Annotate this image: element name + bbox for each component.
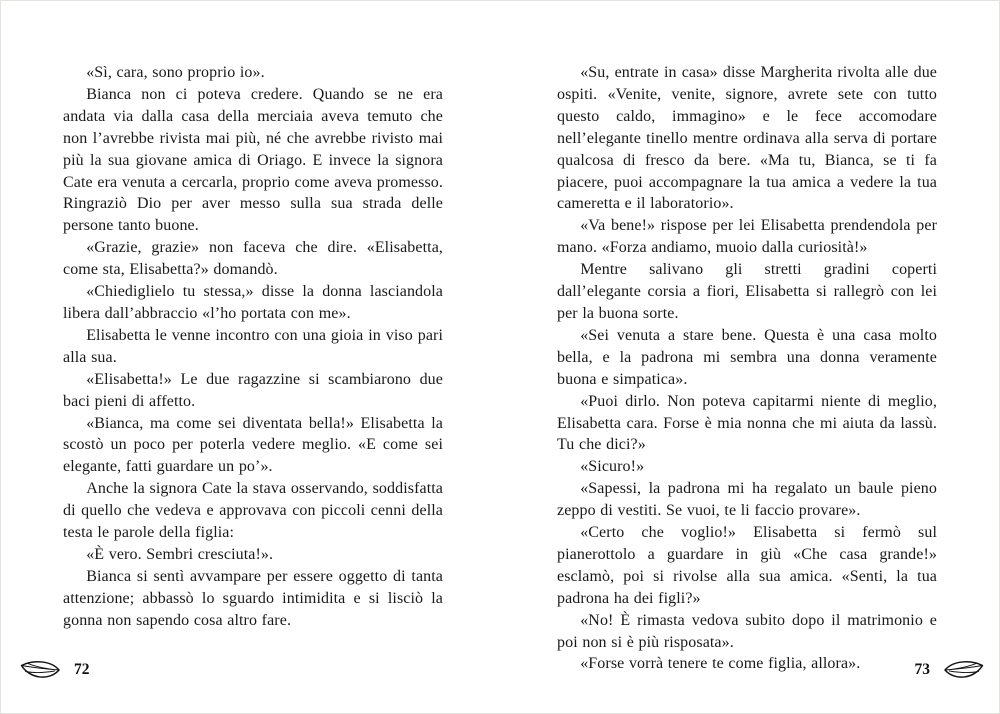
paragraph: Elisabetta le venne incontro con una gioia in viso pari alla sua. bbox=[63, 326, 443, 366]
paragraph: Anche la signora Cate la stava osservando, soddisfatta di quello che vedeva e approvava con piccoli cenni della testa le parole della figlia: bbox=[63, 480, 443, 542]
paragraph: «Elisabetta!» Le due ragazzine si scambiarono due baci pieni di affetto. bbox=[63, 370, 443, 410]
paragraph: Bianca non ci poteva credere. Quando se ne era andata via dalla casa della merciaia aveva temuto che non l’avrebbe rivista mai più, né che avrebbe rivisto mai più la sua giovane amica di Oriago. E invece la signora Cate era venuta a cercarla, proprio come aveva promesso. Ringraziò Dio per aver messo sulla sua strada delle persone tanto buone. bbox=[63, 85, 443, 235]
paragraph: «Sicuro!» bbox=[580, 458, 645, 476]
paragraph: Mentre salivano gli stretti gradini coperti dall’elegante corsia a fiori, Elisabetta si rallegrò con lei per la buona sorte. bbox=[557, 261, 937, 322]
paragraph: «Su, entrate in casa» disse Margherita rivolta alle due ospiti. «Venite, venite, signore, avrete sete con tutto questo caldo, immagino» e le fece accomodare nell’elegante tinello mentre ordinava alla serva di portare qualcosa di fresco da bere. «Ma tu, Bianca, se ti fa piacere, puoi accompagnare la tua amica a vedere la tua cameretta e il laboratorio». bbox=[557, 64, 937, 213]
page-footer bbox=[20, 658, 90, 682]
right-page-text-column bbox=[557, 62, 937, 675]
paragraph: «Certo che voglio!» Elisabetta si fermò sul pianerottolo a guardare in giù «Che casa grande!» esclamò, poi si rivolse alla sua amica. «Senti, la tua padrona ha dei figli?» bbox=[557, 524, 937, 607]
paragraph: «È vero. Sembri cresciuta!». bbox=[86, 545, 274, 563]
paragraph: «Grazie, grazie» non faceva che dire. «Elisabetta, come sta, Elisabetta?» domandò. bbox=[63, 239, 443, 279]
page-number: 72 bbox=[74, 661, 90, 678]
paragraph: «Chiediglielo tu stessa,» disse la donna lasciandola libera dall’abbraccio «l’ho portata con me». bbox=[63, 283, 443, 322]
left-page-text-column bbox=[63, 62, 443, 632]
paragraph: «Sì, cara, sono proprio io». bbox=[86, 64, 265, 81]
quill-leaf-ornament-icon bbox=[944, 658, 984, 682]
right-page bbox=[500, 0, 1000, 714]
quill-leaf-ornament-icon bbox=[20, 658, 60, 682]
paragraph: «Bianca, ma come sei diventata bella!» Elisabetta la scostò un poco per poterla vedere meglio. «E come sei elegante, fatti guardare un po’». bbox=[63, 414, 443, 476]
page-number: 73 bbox=[914, 661, 930, 678]
paragraph: «Forse vorrà tenere te come figlia, allora». bbox=[580, 655, 861, 673]
paragraph: Bianca si sentì avvampare per essere oggetto di tanta attenzione; abbassò lo sguardo intimidita e si lisciò la gonna non sapendo cosa altro fare. bbox=[63, 567, 443, 629]
paragraph: «Sapessi, la padrona mi ha regalato un baule pieno zeppo di vestiti. Se vuoi, te li faccio provare». bbox=[557, 480, 937, 520]
paragraph: «Sei venuta a stare bene. Questa è una casa molto bella, e la padrona mi sembra una donna veramente buona e simpatica». bbox=[557, 326, 937, 388]
paragraph: «Puoi dirlo. Non poteva capitarmi niente di meglio, Elisabetta cara. Forse è mia nonna che mi aiuta da lassù. Tu che dici?» bbox=[557, 392, 937, 454]
paragraph: «Va bene!» rispose per lei Elisabetta prendendola per mano. «Forza andiamo, muoio dalla curiosità!» bbox=[557, 217, 937, 257]
paragraph: «No! È rimasta vedova subito dopo il matrimonio e poi non si è più risposata». bbox=[557, 611, 937, 651]
page-footer bbox=[915, 658, 985, 682]
